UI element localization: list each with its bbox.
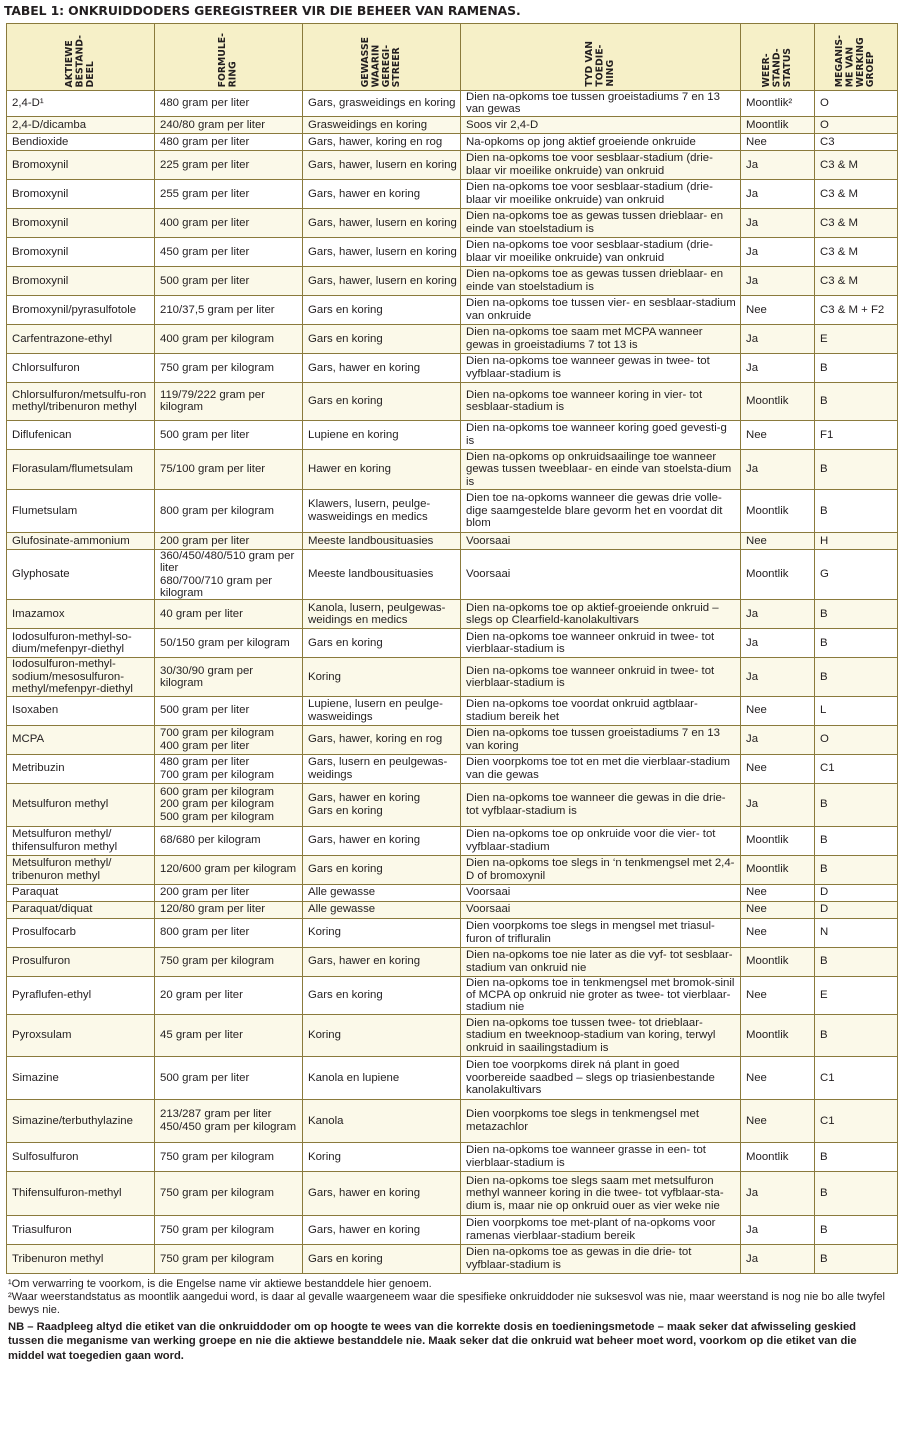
cell-application-time: Dien voorpkoms toe slegs in mengsel met triasul-furon of trifluralin	[461, 918, 741, 947]
cell-application-time: Dien na-opkoms toe wanneer gewas in twee- tot vyfblaar-stadium is	[461, 353, 741, 382]
cell-application-time: Dien na-opkoms toe voor sesblaar-stadium (drie-blaar vir moeilike onkruide) van onkruid	[461, 150, 741, 179]
cell-crops: Gars en koring	[303, 629, 461, 658]
cell-moa-group: B	[815, 783, 898, 826]
cell-formulation: 480 gram per liter 700 gram per kilogram	[155, 754, 303, 783]
cell-moa-group: B	[815, 1171, 898, 1215]
header-mode-of-action-group: MEGANIS- ME VAN WERKING GROEP	[815, 24, 898, 91]
cell-moa-group: C3 & M	[815, 179, 898, 208]
table-row	[7, 754, 898, 783]
cell-formulation: 119/79/222 gram per kilogram	[155, 382, 303, 420]
cell-application-time: Voorsaai	[461, 901, 741, 918]
cell-active-ingredient: Metsulfuron methyl	[7, 783, 155, 826]
cell-moa-group: B	[815, 382, 898, 420]
cell-formulation: 68/680 per kilogram	[155, 826, 303, 855]
cell-crops: Gars, hawer en koring	[303, 947, 461, 976]
cell-active-ingredient: Flumetsulam	[7, 489, 155, 532]
cell-resistance-status: Nee	[741, 1099, 815, 1142]
table-row	[7, 855, 898, 884]
table-row	[7, 150, 898, 179]
cell-formulation: 700 gram per kilogram 400 gram per liter	[155, 725, 303, 754]
cell-formulation: 120/80 gram per liter	[155, 901, 303, 918]
cell-active-ingredient: MCPA	[7, 725, 155, 754]
table-row	[7, 266, 898, 295]
cell-application-time: Dien na-opkoms toe wanneer koring goed gevesti-g is	[461, 420, 741, 449]
cell-formulation: 240/80 gram per liter	[155, 116, 303, 133]
cell-moa-group: D	[815, 884, 898, 901]
cell-formulation: 750 gram per kilogram	[155, 1142, 303, 1171]
cell-active-ingredient: Prosulfocarb	[7, 918, 155, 947]
cell-resistance-status: Nee	[741, 1056, 815, 1099]
table-row	[7, 295, 898, 324]
cell-formulation: 40 gram per liter	[155, 600, 303, 629]
table-row	[7, 549, 898, 600]
header-formulation: FORMULE- RING	[155, 24, 303, 91]
cell-application-time: Dien na-opkoms toe tussen groeistadiums 7 en 13 van gewas	[461, 91, 741, 117]
table-row	[7, 489, 898, 532]
cell-active-ingredient: Isoxaben	[7, 696, 155, 725]
cell-resistance-status: Ja	[741, 150, 815, 179]
table-row	[7, 133, 898, 150]
table-row	[7, 826, 898, 855]
table-row	[7, 1215, 898, 1244]
cell-crops: Gars en koring	[303, 855, 461, 884]
cell-application-time: Dien voorpkoms toe tot en met die vierblaar-stadium van die gewas	[461, 754, 741, 783]
table-row	[7, 91, 898, 117]
cell-active-ingredient: Thifensulfuron-methyl	[7, 1171, 155, 1215]
cell-crops: Koring	[303, 1142, 461, 1171]
cell-application-time: Dien na-opkoms toe tussen twee- tot drieblaar-stadium en tweeknoop-stadium van koring, terwyl onkruid in saailingstadium is	[461, 1014, 741, 1056]
cell-resistance-status: Nee	[741, 754, 815, 783]
cell-application-time: Dien na-opkoms toe slegs in ‘n tenkmengsel met 2,4-D of bromoxynil	[461, 855, 741, 884]
cell-moa-group: O	[815, 725, 898, 754]
cell-moa-group: C3 & M	[815, 150, 898, 179]
cell-formulation: 800 gram per liter	[155, 918, 303, 947]
header-resistance-status: WEER- STAND- STATUS	[741, 24, 815, 91]
footnote-2: ²Waar weerstandstatus as moontlik aangedui word, is daar al gevalle waargeneem waar die spesifieke onkruiddoder nie suksesvol was nie, maar weerstand is nog nie bo alle twyfel bewys nie.	[8, 1290, 885, 1316]
table-row	[7, 918, 898, 947]
cell-application-time: Dien toe na-opkoms wanneer die gewas drie volle-dige saamgestelde blare gevorm het en voordat dit blom	[461, 489, 741, 532]
cell-application-time: Dien na-opkoms toe wanneer onkruid in twee- tot vierblaar-stadium is	[461, 658, 741, 696]
cell-active-ingredient: Florasulam/flumetsulam	[7, 449, 155, 489]
table-row	[7, 629, 898, 658]
cell-active-ingredient: Bromoxynil	[7, 150, 155, 179]
cell-crops: Gars, hawer, koring en rog	[303, 725, 461, 754]
cell-formulation: 500 gram per liter	[155, 266, 303, 295]
cell-formulation: 750 gram per kilogram	[155, 1244, 303, 1273]
cell-crops: Alle gewasse	[303, 884, 461, 901]
table-row	[7, 1171, 898, 1215]
cell-moa-group: E	[815, 976, 898, 1014]
cell-active-ingredient: Sulfosulfuron	[7, 1142, 155, 1171]
cell-moa-group: E	[815, 324, 898, 353]
cell-moa-group: B	[815, 1014, 898, 1056]
cell-active-ingredient: Glyphosate	[7, 549, 155, 600]
cell-moa-group: F1	[815, 420, 898, 449]
cell-moa-group: B	[815, 855, 898, 884]
cell-crops: Gars en koring	[303, 295, 461, 324]
cell-crops: Gars, hawer, lusern en koring	[303, 208, 461, 237]
cell-moa-group: B	[815, 629, 898, 658]
cell-moa-group: B	[815, 947, 898, 976]
cell-moa-group: B	[815, 658, 898, 696]
table-row	[7, 725, 898, 754]
nb-note: NB – Raadpleeg altyd die etiket van die onkruiddoder om op hoogte te wees van die korrekte dosis en toedieningsmetode – maak seker dat afwisseling geskied tussen die meganisme van werking groepe en nie die aktiewe bestanddele nie. Maak seker dat die onkruid wat beheer moet word, voorkom op die etiket van die middel wat toegedien gaan word.	[8, 1320, 857, 1362]
cell-formulation: 120/600 gram per kilogram	[155, 855, 303, 884]
table-row	[7, 449, 898, 489]
cell-resistance-status: Ja	[741, 1244, 815, 1273]
cell-formulation: 600 gram per kilogram 200 gram per kilogram 500 gram per kilogram	[155, 783, 303, 826]
cell-moa-group: B	[815, 1215, 898, 1244]
cell-resistance-status: Nee	[741, 884, 815, 901]
cell-crops: Kanola	[303, 1099, 461, 1142]
cell-application-time: Voorsaai	[461, 884, 741, 901]
table-title: TABEL 1: ONKRUIDDODERS GEREGISTREER VIR DIE BEHEER VAN RAMENAS.	[4, 3, 521, 18]
footnote-1: ¹Om verwarring te voorkom, is die Engelse name vir aktiewe bestanddele hier genoem.	[8, 1277, 432, 1290]
header-crops-registered: GEWASSE WAARIN GEREGI- STREER	[303, 24, 461, 91]
table-row	[7, 1142, 898, 1171]
cell-resistance-status: Ja	[741, 179, 815, 208]
cell-crops: Gars, grasweidings en koring	[303, 91, 461, 117]
cell-formulation: 210/37,5 gram per liter	[155, 295, 303, 324]
table-row	[7, 1014, 898, 1056]
cell-formulation: 750 gram per kilogram	[155, 947, 303, 976]
cell-formulation: 200 gram per liter	[155, 884, 303, 901]
cell-moa-group: B	[815, 1142, 898, 1171]
cell-crops: Grasweidings en koring	[303, 116, 461, 133]
cell-application-time: Dien voorpkoms toe met-plant of na-opkoms voor ramenas vierblaar-stadium bereik	[461, 1215, 741, 1244]
cell-resistance-status: Nee	[741, 133, 815, 150]
cell-crops: Klawers, lusern, peulge-wasweidings en medics	[303, 489, 461, 532]
cell-formulation: 360/450/480/510 gram per liter 680/700/710 gram per kilogram	[155, 549, 303, 600]
cell-crops: Koring	[303, 1014, 461, 1056]
cell-application-time: Na-opkoms op jong aktief groeiende onkruide	[461, 133, 741, 150]
cell-application-time: Dien na-opkoms toe wanneer die gewas in die drie- tot vyfblaar-stadium is	[461, 783, 741, 826]
cell-resistance-status: Ja	[741, 237, 815, 266]
cell-formulation: 225 gram per liter	[155, 150, 303, 179]
cell-crops: Meeste landbousituasies	[303, 549, 461, 600]
cell-resistance-status: Ja	[741, 266, 815, 295]
cell-active-ingredient: Imazamox	[7, 600, 155, 629]
cell-crops: Gars, hawer en koring	[303, 826, 461, 855]
cell-crops: Gars en koring	[303, 976, 461, 1014]
cell-crops: Lupiene en koring	[303, 420, 461, 449]
footnotes	[8, 1278, 894, 1364]
cell-resistance-status: Moontlik	[741, 549, 815, 600]
cell-active-ingredient: Pyroxsulam	[7, 1014, 155, 1056]
cell-moa-group: H	[815, 532, 898, 549]
table-row	[7, 116, 898, 133]
cell-resistance-status: Ja	[741, 353, 815, 382]
cell-crops: Alle gewasse	[303, 901, 461, 918]
cell-moa-group: C3	[815, 133, 898, 150]
cell-crops: Gars, hawer, lusern en koring	[303, 237, 461, 266]
cell-resistance-status: Moontlik	[741, 382, 815, 420]
cell-resistance-status: Moontlik	[741, 826, 815, 855]
cell-crops: Gars, hawer en koring	[303, 353, 461, 382]
cell-resistance-status: Moontlik	[741, 116, 815, 133]
table-row	[7, 783, 898, 826]
cell-active-ingredient: Bromoxynil/pyrasulfotole	[7, 295, 155, 324]
cell-active-ingredient: Bromoxynil	[7, 237, 155, 266]
cell-moa-group: O	[815, 91, 898, 117]
cell-active-ingredient: Triasulfuron	[7, 1215, 155, 1244]
table-row	[7, 532, 898, 549]
cell-application-time: Dien na-opkoms toe nie later as die vyf- tot sesblaar-stadium van onkruid nie	[461, 947, 741, 976]
table-body	[7, 91, 898, 1274]
cell-active-ingredient: Pyraflufen-ethyl	[7, 976, 155, 1014]
cell-resistance-status: Nee	[741, 696, 815, 725]
cell-active-ingredient: Chlorsulfuron	[7, 353, 155, 382]
cell-active-ingredient: Carfentrazone-ethyl	[7, 324, 155, 353]
cell-resistance-status: Ja	[741, 658, 815, 696]
cell-active-ingredient: 2,4-D/dicamba	[7, 116, 155, 133]
cell-formulation: 800 gram per kilogram	[155, 489, 303, 532]
cell-active-ingredient: 2,4-D¹	[7, 91, 155, 117]
cell-application-time: Dien na-opkoms toe op onkruide voor die vier- tot vyfblaar-stadium	[461, 826, 741, 855]
cell-resistance-status: Moontlik²	[741, 91, 815, 117]
cell-resistance-status: Moontlik	[741, 947, 815, 976]
cell-moa-group: C3 & M	[815, 208, 898, 237]
cell-active-ingredient: Paraquat	[7, 884, 155, 901]
cell-active-ingredient: Bromoxynil	[7, 266, 155, 295]
cell-crops: Kanola, lusern, peulgewas-weidings en medics	[303, 600, 461, 629]
cell-application-time: Soos vir 2,4-D	[461, 116, 741, 133]
table-row	[7, 901, 898, 918]
cell-resistance-status: Moontlik	[741, 489, 815, 532]
table-row	[7, 600, 898, 629]
table-row	[7, 324, 898, 353]
cell-application-time: Dien na-opkoms toe slegs saam met metsulfuron methyl wanneer koring in die twee- tot vyfblaar-sta-dium is, maar nie op onkruid ouer as vier weke nie	[461, 1171, 741, 1215]
cell-application-time: Dien na-opkoms toe wanneer koring in vier- tot sesblaar-stadium is	[461, 382, 741, 420]
cell-crops: Gars, lusern en peulgewas-weidings	[303, 754, 461, 783]
cell-crops: Gars, hawer, koring en rog	[303, 133, 461, 150]
cell-formulation: 50/150 gram per kilogram	[155, 629, 303, 658]
cell-crops: Gars, hawer en koring	[303, 1171, 461, 1215]
cell-formulation: 750 gram per kilogram	[155, 1215, 303, 1244]
cell-application-time: Dien na-opkoms toe voor sesblaar-stadium (drie-blaar vir moeilike onkruide) van onkruid	[461, 179, 741, 208]
cell-application-time: Dien voorpkoms toe slegs in tenkmengsel met metazachlor	[461, 1099, 741, 1142]
cell-formulation: 255 gram per liter	[155, 179, 303, 208]
cell-formulation: 45 gram per liter	[155, 1014, 303, 1056]
cell-resistance-status: Nee	[741, 420, 815, 449]
cell-crops: Koring	[303, 918, 461, 947]
cell-active-ingredient: Glufosinate-ammonium	[7, 532, 155, 549]
cell-formulation: 500 gram per liter	[155, 420, 303, 449]
cell-resistance-status: Ja	[741, 725, 815, 754]
cell-active-ingredient: Iodosulfuron-methyl-sodium/mesosulfuron-methyl/mefenpyr-diethyl	[7, 658, 155, 696]
cell-formulation: 20 gram per liter	[155, 976, 303, 1014]
cell-moa-group: C3 & M	[815, 266, 898, 295]
cell-application-time: Dien na-opkoms toe tussen vier- en sesblaar-stadium van onkruide	[461, 295, 741, 324]
cell-application-time: Dien na-opkoms toe wanneer grasse in een- tot vierblaar-stadium is	[461, 1142, 741, 1171]
cell-moa-group: B	[815, 1244, 898, 1273]
cell-formulation: 480 gram per liter	[155, 133, 303, 150]
header-application-time: TYD VAN TOEDIE- NING	[461, 24, 741, 91]
cell-resistance-status: Moontlik	[741, 1014, 815, 1056]
table-row	[7, 237, 898, 266]
table-row	[7, 1099, 898, 1142]
table-row	[7, 1056, 898, 1099]
cell-crops: Koring	[303, 658, 461, 696]
cell-resistance-status: Moontlik	[741, 1142, 815, 1171]
cell-moa-group: C1	[815, 1056, 898, 1099]
cell-moa-group: O	[815, 116, 898, 133]
cell-active-ingredient: Chlorsulfuron/metsulfu-ron methyl/tribenuron methyl	[7, 382, 155, 420]
cell-application-time: Dien na-opkoms toe voordat onkruid agtblaar-stadium bereik het	[461, 696, 741, 725]
cell-moa-group: B	[815, 353, 898, 382]
table-row	[7, 976, 898, 1014]
cell-crops: Gars en koring	[303, 382, 461, 420]
cell-resistance-status: Nee	[741, 918, 815, 947]
header-active-ingredient: AKTIEWE BESTAND- DEEL	[7, 24, 155, 91]
cell-active-ingredient: Bromoxynil	[7, 179, 155, 208]
cell-application-time: Dien na-opkoms toe as gewas in die drie- tot vyfblaar-stadium is	[461, 1244, 741, 1273]
cell-crops: Gars, hawer, lusern en koring	[303, 266, 461, 295]
cell-crops: Gars en koring	[303, 1244, 461, 1273]
cell-moa-group: C3 & M	[815, 237, 898, 266]
cell-active-ingredient: Bromoxynil	[7, 208, 155, 237]
cell-active-ingredient: Iodosulfuron-methyl-so-dium/mefenpyr-diethyl	[7, 629, 155, 658]
cell-active-ingredient: Metsulfuron methyl/ tribenuron methyl	[7, 855, 155, 884]
cell-moa-group: B	[815, 600, 898, 629]
cell-moa-group: D	[815, 901, 898, 918]
cell-moa-group: B	[815, 489, 898, 532]
cell-application-time: Dien na-opkoms toe as gewas tussen drieblaar- en einde van stoelstadium is	[461, 208, 741, 237]
cell-formulation: 400 gram per liter	[155, 208, 303, 237]
cell-active-ingredient: Simazine/terbuthylazine	[7, 1099, 155, 1142]
cell-application-time: Dien toe voorpkoms direk ná plant in goed voorbereide saadbed – slegs op triasienbestande kanolakultivars	[461, 1056, 741, 1099]
table-row	[7, 884, 898, 901]
cell-formulation: 500 gram per liter	[155, 696, 303, 725]
table-row	[7, 382, 898, 420]
cell-formulation: 200 gram per liter	[155, 532, 303, 549]
cell-application-time: Voorsaai	[461, 532, 741, 549]
cell-resistance-status: Ja	[741, 449, 815, 489]
cell-formulation: 213/287 gram per liter 450/450 gram per kilogram	[155, 1099, 303, 1142]
cell-resistance-status: Ja	[741, 629, 815, 658]
cell-formulation: 400 gram per kilogram	[155, 324, 303, 353]
cell-crops: Meeste landbousituasies	[303, 532, 461, 549]
cell-formulation: 30/30/90 gram per kilogram	[155, 658, 303, 696]
cell-resistance-status: Nee	[741, 976, 815, 1014]
cell-active-ingredient: Paraquat/diquat	[7, 901, 155, 918]
cell-active-ingredient: Tribenuron methyl	[7, 1244, 155, 1273]
cell-active-ingredient: Diflufenican	[7, 420, 155, 449]
cell-resistance-status: Ja	[741, 208, 815, 237]
cell-formulation: 750 gram per kilogram	[155, 1171, 303, 1215]
table-row	[7, 658, 898, 696]
cell-crops: Kanola en lupiene	[303, 1056, 461, 1099]
cell-formulation: 480 gram per liter	[155, 91, 303, 117]
cell-formulation: 500 gram per liter	[155, 1056, 303, 1099]
table-row	[7, 696, 898, 725]
herbicide-table	[6, 23, 898, 1274]
cell-resistance-status: Moontlik	[741, 855, 815, 884]
cell-crops: Gars, hawer en koring Gars en koring	[303, 783, 461, 826]
cell-resistance-status: Ja	[741, 783, 815, 826]
cell-moa-group: B	[815, 826, 898, 855]
cell-moa-group: B	[815, 449, 898, 489]
table-row	[7, 1244, 898, 1273]
cell-application-time: Dien na-opkoms toe saam met MCPA wanneer gewas in groeistadiums 7 tot 13 is	[461, 324, 741, 353]
cell-active-ingredient: Prosulfuron	[7, 947, 155, 976]
cell-crops: Gars, hawer, lusern en koring	[303, 150, 461, 179]
cell-application-time: Dien na-opkoms toe wanneer onkruid in twee- tot vierblaar-stadium is	[461, 629, 741, 658]
cell-active-ingredient: Metsulfuron methyl/ thifensulfuron methyl	[7, 826, 155, 855]
cell-crops: Lupiene, lusern en peulge-wasweidings	[303, 696, 461, 725]
cell-active-ingredient: Simazine	[7, 1056, 155, 1099]
cell-application-time: Dien na-opkoms toe as gewas tussen drieblaar- en einde van stoelstadium is	[461, 266, 741, 295]
cell-formulation: 450 gram per liter	[155, 237, 303, 266]
table-row	[7, 179, 898, 208]
cell-crops: Hawer en koring	[303, 449, 461, 489]
cell-moa-group: N	[815, 918, 898, 947]
table-row	[7, 947, 898, 976]
cell-moa-group: L	[815, 696, 898, 725]
table-row	[7, 420, 898, 449]
cell-application-time: Dien na-opkoms toe tussen groeistadiums 7 en 13 van koring	[461, 725, 741, 754]
cell-formulation: 750 gram per kilogram	[155, 353, 303, 382]
cell-moa-group: G	[815, 549, 898, 600]
cell-resistance-status: Ja	[741, 1171, 815, 1215]
cell-application-time: Dien na-opkoms toe in tenkmengsel met bromok-sinil of MCPA op onkruid nie groter as twee- tot vierblaar-stadium nie	[461, 976, 741, 1014]
cell-application-time: Dien na-opkoms op onkruidsaailinge toe wanneer gewas tussen tweeblaar- en einde van stoelsta-dium is	[461, 449, 741, 489]
cell-application-time: Dien na-opkoms toe op aktief-groeiende onkruid – slegs op Clearfield-kanolakultivars	[461, 600, 741, 629]
cell-active-ingredient: Bendioxide	[7, 133, 155, 150]
cell-resistance-status: Nee	[741, 901, 815, 918]
cell-moa-group: C1	[815, 1099, 898, 1142]
table-row	[7, 353, 898, 382]
cell-resistance-status: Nee	[741, 532, 815, 549]
cell-application-time: Voorsaai	[461, 549, 741, 600]
cell-crops: Gars en koring	[303, 324, 461, 353]
cell-active-ingredient: Metribuzin	[7, 754, 155, 783]
table-header-row	[7, 24, 898, 91]
cell-resistance-status: Ja	[741, 1215, 815, 1244]
cell-crops: Gars, hawer en koring	[303, 179, 461, 208]
cell-resistance-status: Ja	[741, 600, 815, 629]
cell-moa-group: C3 & M + F2	[815, 295, 898, 324]
cell-formulation: 75/100 gram per liter	[155, 449, 303, 489]
cell-application-time: Dien na-opkoms toe voor sesblaar-stadium (drie-blaar vir moeilike onkruide) van onkruid	[461, 237, 741, 266]
cell-resistance-status: Nee	[741, 295, 815, 324]
table-row	[7, 208, 898, 237]
cell-crops: Gars, hawer en koring	[303, 1215, 461, 1244]
cell-resistance-status: Ja	[741, 324, 815, 353]
cell-moa-group: C1	[815, 754, 898, 783]
